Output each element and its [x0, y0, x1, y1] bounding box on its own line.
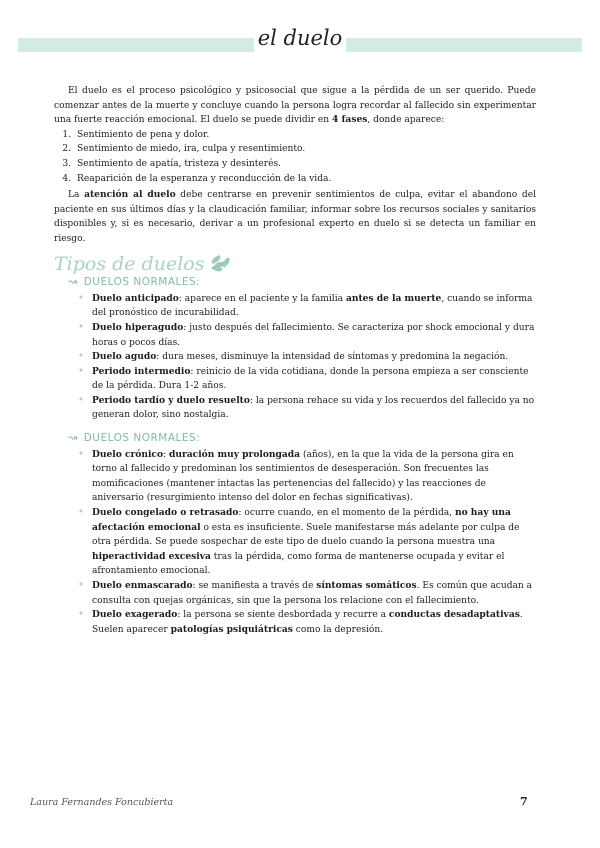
- header-band-right: [346, 38, 582, 52]
- list-item: • Duelo crónico: duración muy prolongada (años), en la que la vida de la persona gira en torno al fallecido y predominan los sentimientos de desesperación. Son frecuentes las momificaciones (mantener intactas las pertenencias del fallecido) y las reacciones de aniversario (resurgimiento intenso del dolor en fechas significativas).: [92, 448, 536, 506]
- page-number: 7: [520, 795, 528, 808]
- list-item: • Periodo intermedio: reinicio de la vida cotidiana, donde la persona empieza a ser consciente de la pérdida. Dura 1-2 años.: [92, 365, 536, 394]
- footer-author: Laura Fernandes Foncubierta: [30, 797, 174, 808]
- page-title: el duelo: [257, 26, 343, 50]
- header-band-left: [18, 38, 254, 52]
- curved-arrow-icon: ↝: [68, 431, 78, 445]
- list-item: • Periodo tardío y duelo resuelto: la persona rehace su vida y los recuerdos del fallecido ya no generan dolor, sino nostalgia.: [92, 394, 536, 423]
- subheading-normales: ↝ DUELOS NORMALES:: [68, 275, 201, 289]
- leaf-icon: [211, 257, 233, 271]
- subheading-anormales: ↝ DUELOS NORMALES:: [68, 431, 201, 445]
- list-item: • Duelo enmascarado: se manifiesta a través de síntomas somáticos. Es común que acudan a consulta con quejas orgánicas, sin que la persona los relacione con el fallecimiento.: [92, 579, 536, 608]
- normal-grief-list: [54, 292, 536, 423]
- curved-arrow-icon: ↝: [68, 275, 78, 289]
- phase-item: 1. Sentimiento de pena y dolor.: [74, 128, 536, 143]
- list-item: • Duelo anticipado: aparece en el paciente y la familia antes de la muerte, cuando se informa del pronóstico de incurabilidad.: [92, 292, 536, 321]
- abnormal-grief-list: [54, 448, 536, 638]
- intro-paragraph: El duelo es el proceso psicológico y psicosocial que sigue a la pérdida de un ser querido. Puede comenzar antes de la muerte y concluye cuando la persona logra recordar al fallecido sin experimentar una fuerte reacción emocional. El duelo se puede dividir en 4 fases, donde aparece:: [54, 86, 536, 126]
- list-item: • Duelo agudo: dura meses, disminuye la intensidad de síntomas y predomina la negación.: [92, 350, 536, 365]
- page-content: [54, 84, 536, 637]
- phase-item: 4. Reaparición de la esperanza y reconducción de la vida.: [74, 172, 536, 187]
- phase-item: 2. Sentimiento de miedo, ira, culpa y resentimiento.: [74, 142, 536, 157]
- phases-list: [54, 128, 536, 186]
- list-item: • Duelo exagerado: la persona se siente desbordada y recurre a conductas desadaptativas. Suelen aparecer patologías psiquiátricas como la depresión.: [92, 608, 536, 637]
- list-item: • Duelo hiperagudo: justo después del fallecimiento. Se caracteriza por shock emocional y dura horas o pocos días.: [92, 321, 536, 350]
- attention-paragraph: La atención al duelo debe centrarse en prevenir sentimientos de culpa, evitar el abandono del paciente en sus últimos días y la claudicación familiar, informar sobre los recursos sociales y sanitarios disponibles y, si es necesario, derivar a un profesional experto en duelo si se detecta un familiar en riesgo.: [54, 189, 536, 244]
- list-item: • Duelo congelado o retrasado: ocurre cuando, en el momento de la pérdida, no hay una afectación emocional o esta es insuficiente. Suele manifestarse más adelante por culpa de otra pérdida. Se puede sospechar de este tipo de duelo cuando la persona muestra una hiperactividad excesiva tras la pérdida, como forma de mantenerse ocupada y evitar el afrontamiento emocional.: [92, 506, 536, 579]
- section-title: Tipos de duelos: [54, 257, 536, 272]
- phase-item: 3. Sentimiento de apatía, tristeza y desinterés.: [74, 157, 536, 172]
